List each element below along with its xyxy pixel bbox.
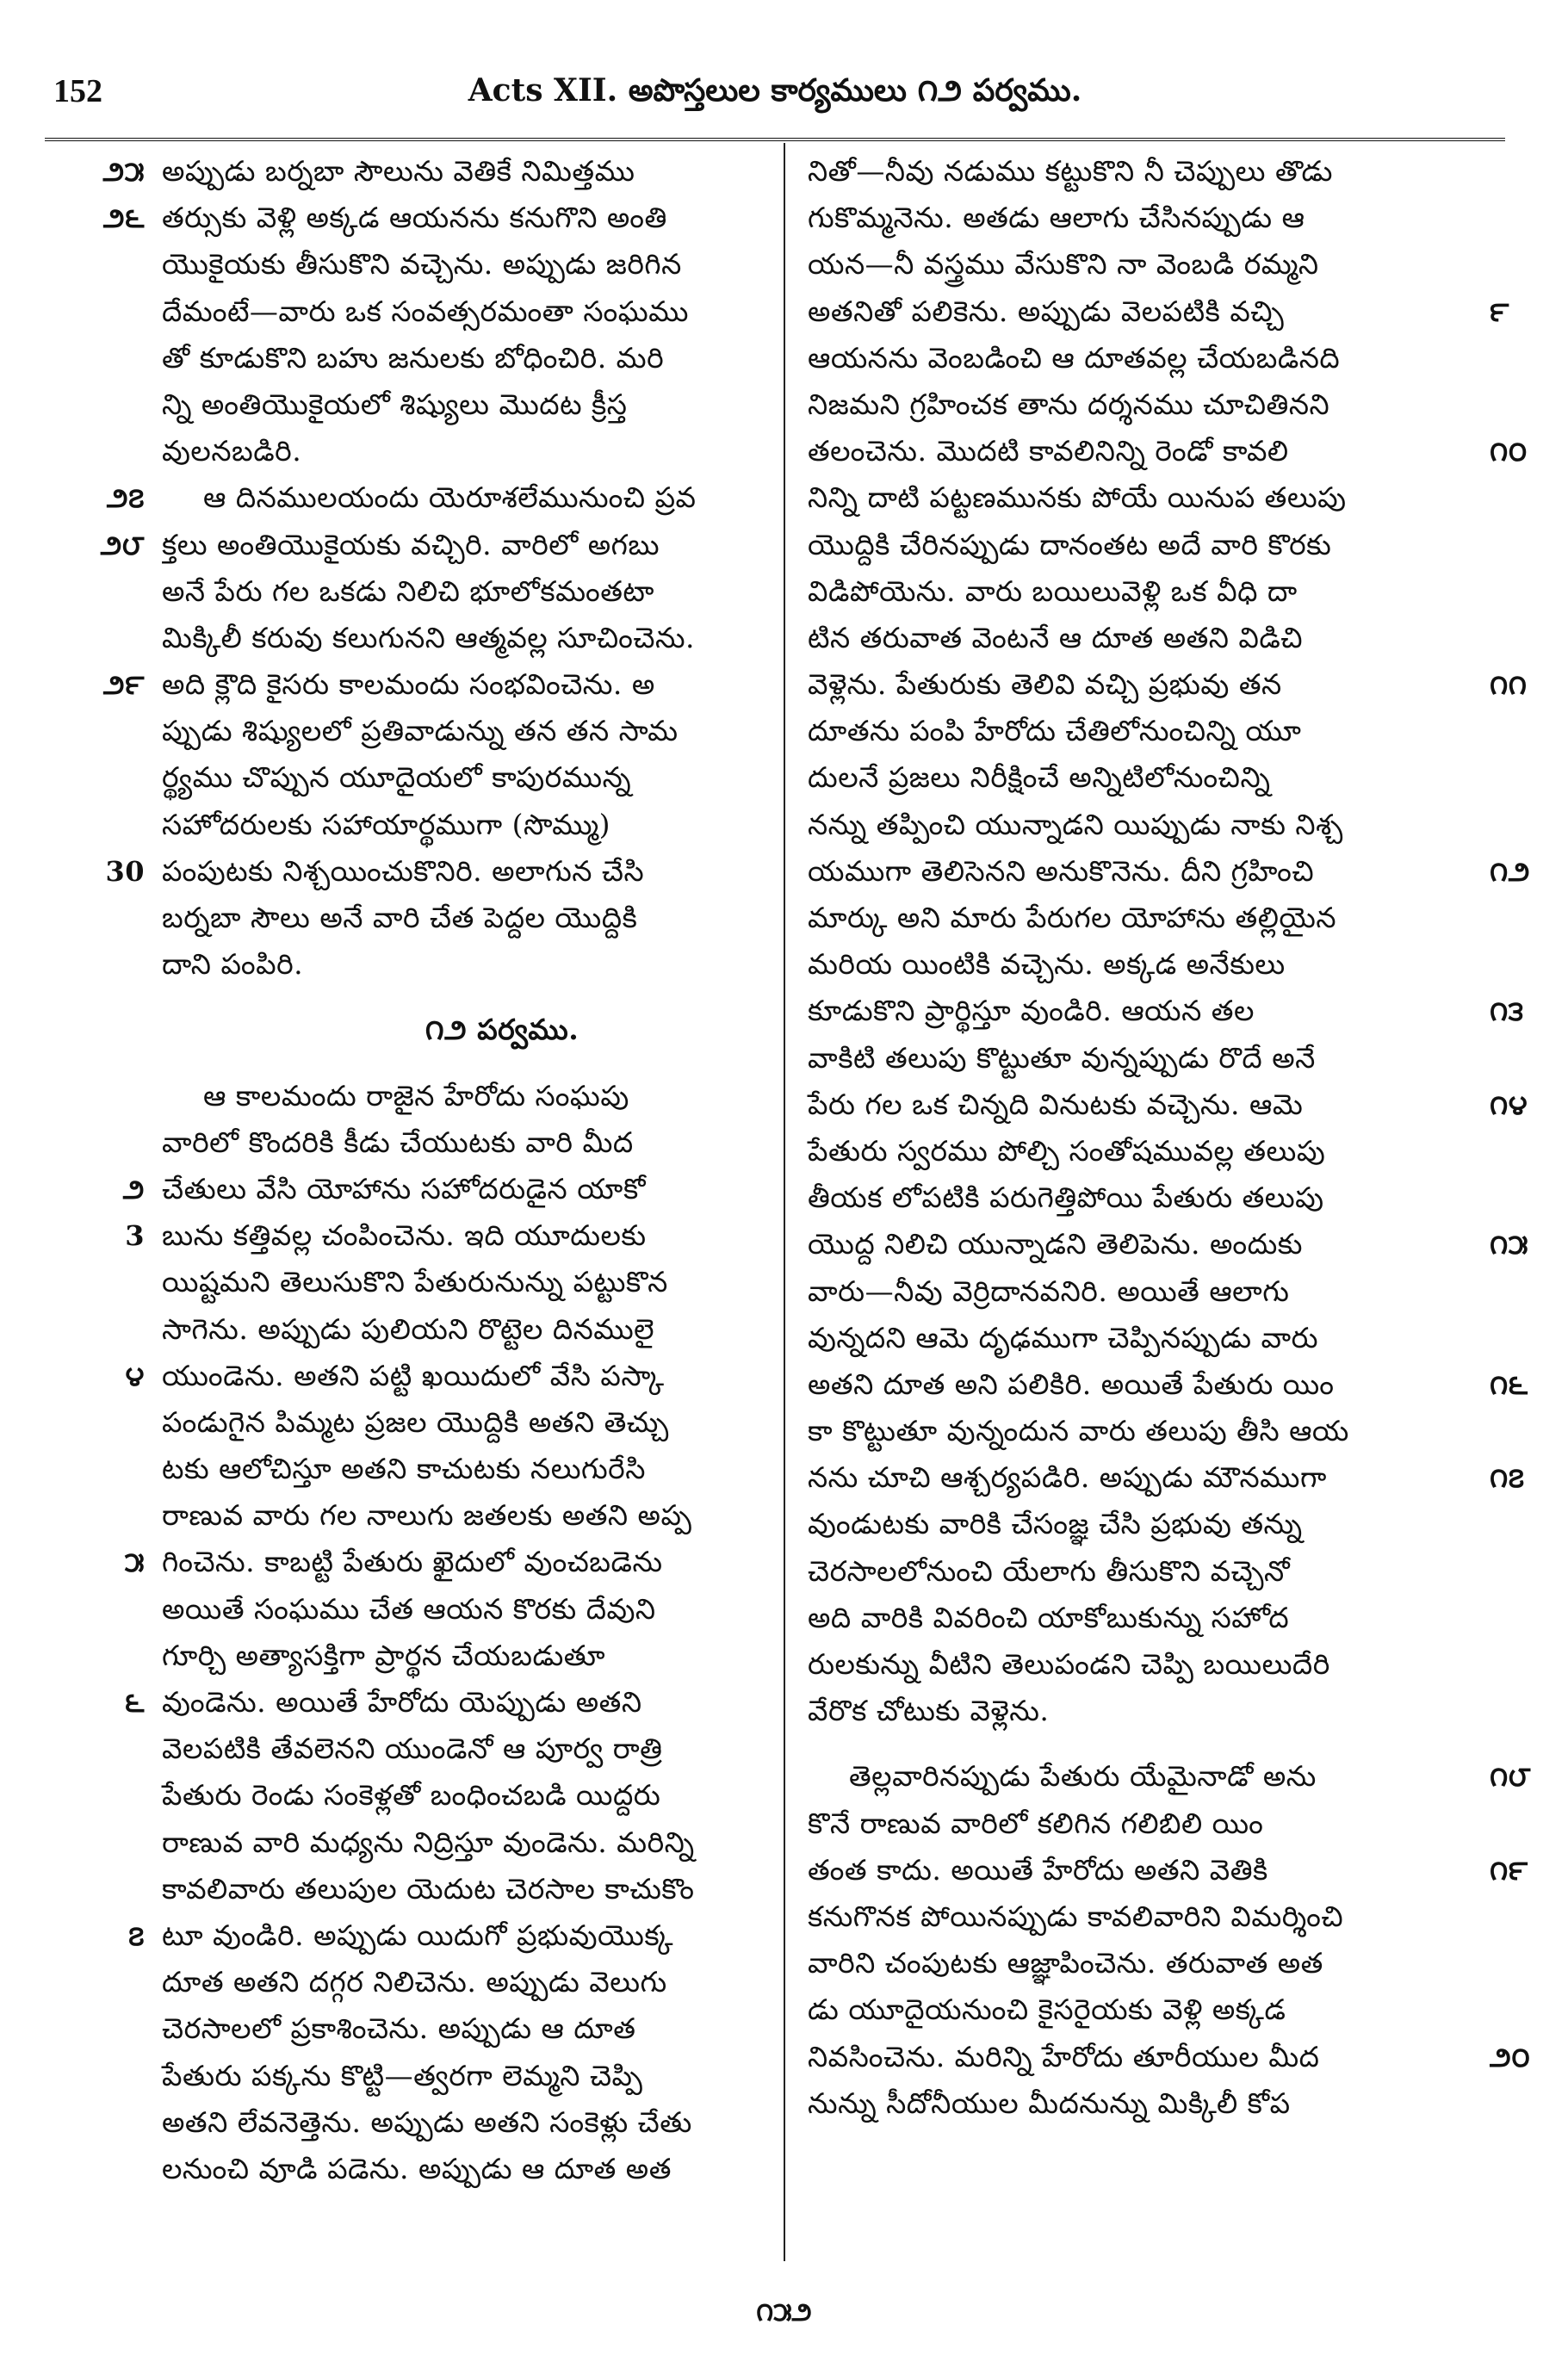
verse-number: ౧౪ bbox=[1490, 1088, 1528, 1121]
line-text: కూడుకొని ప్రార్థిస్తూ వుండిరి. ఆయన తల bbox=[808, 994, 1255, 1028]
text-line bbox=[808, 1986, 1479, 2033]
text-line bbox=[162, 708, 842, 754]
text-line bbox=[808, 381, 1479, 428]
text-line bbox=[162, 941, 842, 988]
text-line bbox=[162, 1772, 842, 1819]
line-text: నున్ను సీదోనీయుల మీదనున్ను మిక్కిలీ కోప bbox=[808, 2086, 1291, 2120]
text-line bbox=[162, 615, 842, 661]
verse-number: ౨౬ bbox=[102, 201, 145, 235]
line-text: అతనితో పలికెను. అప్పుడు వెలపటికి వచ్చి bbox=[808, 294, 1285, 328]
text-line bbox=[808, 568, 1479, 615]
verse-number: ౨౯ bbox=[102, 668, 145, 702]
header-rule bbox=[45, 138, 1505, 141]
text-line bbox=[808, 848, 1531, 895]
text-line bbox=[808, 195, 1479, 241]
line-text: అది క్లౌది కైసరు కాలమందు సంభవించెను. అ bbox=[162, 667, 655, 702]
left-column bbox=[100, 148, 842, 2284]
text-line bbox=[808, 615, 1479, 661]
line-text: వున్నదని ఆమె దృఢముగా చెప్పినప్పుడు వారు bbox=[808, 1320, 1319, 1354]
text-line bbox=[808, 988, 1524, 1034]
text-line bbox=[162, 1399, 842, 1446]
text-line bbox=[102, 195, 842, 241]
line-text: వుండుటకు వారికి చేసంజ్ఞ చేసి ప్రభువు తన్ను bbox=[808, 1507, 1303, 1541]
line-text: కావలివారు తలుపుల యెదుట చెరసాల కాచుకొం bbox=[162, 1871, 695, 1906]
verse-number: ౧౮ bbox=[1490, 1760, 1531, 1794]
line-text: అతని లేవనెత్తెను. అప్పుడు అతని సంకెళ్లు చేతు bbox=[162, 2104, 692, 2139]
verse-number: ౧౩ bbox=[1490, 995, 1524, 1028]
text-line bbox=[808, 522, 1479, 568]
line-text: తెల్లవారినప్పుడు పేతురు యేమైనాడో అను bbox=[849, 1759, 1317, 1794]
verse-number: 30 bbox=[105, 854, 145, 888]
text-line bbox=[162, 2053, 842, 2099]
line-text: నివసించెను. మరిన్ని హేరోదు తూరీయుల మీద bbox=[808, 2039, 1320, 2073]
text-line bbox=[162, 381, 842, 428]
text-line bbox=[808, 1595, 1479, 1641]
text-line bbox=[125, 1353, 842, 1399]
line-text: నను చూచి ఆశ్చర్యపడిరి. అప్పుడు మౌనముగా bbox=[808, 1460, 1327, 1495]
line-text: పంపుటకు నిశ్చయించుకొనిరి. అలాగున చేసి bbox=[162, 853, 645, 888]
line-text: ప్పుడు శిష్యులలో ప్రతివాడున్ను తన తన సామ bbox=[162, 714, 679, 748]
text-line bbox=[162, 2146, 842, 2192]
line-text: రాణువ వారి మధ్యను నిద్రిస్తూ వుండెను. మరిన్ని bbox=[162, 1825, 695, 1859]
page-header bbox=[45, 62, 1505, 139]
line-text: క్తలు అంతియొకైయకు వచ్చిరి. వారిలో అగబు bbox=[162, 527, 660, 561]
line-text: పేతురు రెండు సంకెళ్లతో బంధించబడి యిద్దరు bbox=[162, 1778, 661, 1813]
text-line bbox=[808, 1361, 1528, 1408]
text-line bbox=[808, 1753, 1531, 1800]
text-line bbox=[808, 754, 1479, 801]
line-text: ఆ కాలమందు రాజైన హేరోదు సంఘపు bbox=[203, 1078, 629, 1113]
text-line bbox=[808, 1268, 1479, 1315]
verse-number: ౨ bbox=[122, 1172, 145, 1205]
line-text: అప్పుడు బర్నబా సౌలును వెతికే నిమిత్తము bbox=[162, 154, 635, 188]
line-gap bbox=[162, 988, 842, 1007]
text-line bbox=[162, 1633, 842, 1679]
verse-number: ౯ bbox=[1490, 294, 1509, 328]
line-text: బర్నబా సౌలు అనే వారి చేత పెద్దల యొద్దికి bbox=[162, 901, 638, 934]
text-line bbox=[808, 708, 1479, 754]
line-gap bbox=[162, 1054, 842, 1073]
text-line bbox=[808, 1893, 1479, 1940]
text-line bbox=[125, 1679, 842, 1726]
line-text: యొకైయకు తీసుకొని వచ్చెను. అప్పుడు జరిగిన bbox=[162, 247, 682, 282]
text-line bbox=[162, 1446, 842, 1492]
line-text: తర్సుకు వెళ్లి అక్కడ ఆయనను కనుగొని అంతి bbox=[162, 201, 667, 235]
line-text: రులకున్ను వీటిని తెలుపండని చెప్పి బయిలుదేరి bbox=[808, 1647, 1330, 1681]
line-text: నిజమని గ్రహించక తాను దర్శనము చూచితినని bbox=[808, 387, 1330, 421]
line-text: మార్కు అని మారు పేరుగల యోహాను తల్లియైన bbox=[808, 901, 1337, 934]
line-text: కా కొట్టుతూ వున్నందున వారు తలుపు తీసి ఆయ bbox=[808, 1414, 1349, 1448]
line-text: రాణువ వారు గల నాలుగు జతలకు అతని అప్ప bbox=[162, 1498, 692, 1533]
text-line bbox=[162, 1119, 842, 1166]
line-text: దూత అతని దగ్గర నిలిచెను. అప్పుడు వెలుగు bbox=[162, 1965, 667, 1999]
line-text: పండుగైన పిమ్మట ప్రజల యొద్దికి అతని తెచ్చు bbox=[162, 1404, 669, 1439]
verse-number: ౧౬ bbox=[1490, 1367, 1528, 1401]
line-text: విడిపోయెను. వారు బయిలువెళ్లి ఒక వీధి దా bbox=[808, 573, 1298, 608]
text-line bbox=[808, 1688, 1479, 1734]
text-line bbox=[808, 428, 1528, 474]
text-line bbox=[162, 288, 842, 335]
line-text: బును కత్తివల్ల చంపించెను. ఇది యూదులకు bbox=[162, 1218, 647, 1253]
line-text: అది వారికి వివరించి యాకోబుకున్ను సహోద bbox=[808, 1600, 1290, 1634]
text-line bbox=[124, 1539, 842, 1585]
line-text: వారిలో కొందరికి కీడు చేయుటకు వారి మీద bbox=[162, 1125, 634, 1159]
line-text: చెరసాలలోనుంచి యేలాగు తీసుకొని వచ్చెనో bbox=[808, 1553, 1291, 1588]
verse-number: ౨౭ bbox=[106, 481, 145, 515]
line-text: ర్థ్యము చొప్పున యూదైయలో కాపురమున్న bbox=[162, 760, 632, 795]
text-line bbox=[162, 895, 842, 941]
right-column bbox=[808, 148, 1531, 2284]
verse-number: ౧౫ bbox=[1490, 1228, 1529, 1261]
line-text: టకు ఆలోచిస్తూ అతని కాచుటకు నలుగురేసి bbox=[162, 1452, 646, 1486]
text-line bbox=[162, 568, 842, 615]
text-line bbox=[808, 1847, 1528, 1893]
line-text: పేతురు స్వరము పోల్చి సంతోషమువల్ల తలుపు bbox=[808, 1133, 1326, 1168]
text-line bbox=[808, 1800, 1479, 1847]
line-text: ఆయనను వెంబడించి ఆ దూతవల్ల చేయబడినది bbox=[808, 340, 1341, 375]
line-gap bbox=[808, 1734, 1479, 1753]
text-line bbox=[808, 1940, 1479, 1986]
line-text: చేతులు వేసి యోహాను సహోదరుడైన యాకో bbox=[162, 1171, 646, 1205]
text-line bbox=[162, 1492, 842, 1539]
text-line bbox=[162, 1073, 842, 1119]
line-text: యముగా తెలిసెనని అనుకొనెను. దీని గ్రహించి bbox=[808, 853, 1315, 888]
verse-number: ౫ bbox=[124, 1546, 145, 1579]
line-text: టూ వుండిరి. అప్పుడు యిదుగో ప్రభువుయొక్క bbox=[162, 1918, 674, 1952]
text-line bbox=[162, 241, 842, 288]
line-text: ఆ దినములయందు యెరూశలేమునుంచి ప్రవ bbox=[203, 480, 697, 515]
line-text: దాని పంపిరి. bbox=[162, 947, 304, 982]
text-line bbox=[808, 661, 1528, 708]
text-line bbox=[808, 895, 1479, 941]
text-line bbox=[808, 941, 1479, 988]
verse-number: ౪ bbox=[125, 1359, 145, 1392]
verse-number: ౧౭ bbox=[1490, 1461, 1525, 1495]
text-line bbox=[162, 1259, 842, 1305]
line-text: గుకొమ్మనెను. అతడు ఆలాగు చేసినప్పుడు ఆ bbox=[808, 201, 1305, 235]
text-line bbox=[808, 2034, 1531, 2080]
line-text: డు యూదైయనుంచి కైసరైయకు వెళ్లి అక్కడ bbox=[808, 1993, 1286, 2027]
text-line bbox=[808, 474, 1479, 521]
line-text: నిన్ని దాటి పట్టణమునకు పోయే యినుప తలుపు bbox=[808, 480, 1347, 515]
page-number: 152 bbox=[53, 73, 102, 109]
running-title: Acts XII. అపొస్తలుల కార్యములు ౧౨ పర్వము. bbox=[468, 72, 1082, 108]
line-text: తలంచెను. మొదటి కావలినిన్ని రెండో కావలి bbox=[808, 434, 1289, 468]
line-text: నితో—నీవు నడుము కట్టుకొని నీ చెప్పులు తొడు bbox=[808, 154, 1333, 188]
text-line bbox=[808, 1128, 1479, 1175]
text-line bbox=[125, 1212, 842, 1259]
text-line bbox=[808, 335, 1479, 381]
text-line bbox=[106, 474, 842, 521]
text-line bbox=[808, 1035, 1479, 1082]
text-line bbox=[105, 848, 842, 895]
text-line bbox=[162, 2005, 842, 2052]
signature-mark: ౧౫౨ bbox=[756, 2297, 812, 2327]
line-text: చెరసాలలో ప్రకాశించెను. అప్పుడు ఆ దూత bbox=[162, 2011, 636, 2046]
line-text: గించెను. కాబట్టి పేతురు ఖైదులో వుంచబడెను bbox=[162, 1545, 663, 1579]
text-line bbox=[162, 1726, 842, 1772]
line-text: వాకిటి తలుపు కొట్టుతూ వున్నప్పుడు రొదే అనే bbox=[808, 1040, 1316, 1075]
text-line bbox=[808, 2080, 1479, 2127]
text-line bbox=[162, 1959, 842, 2005]
text-line bbox=[808, 1548, 1479, 1595]
line-text: వారిని చంపుటకు ఆజ్ఞాపించెను. తరువాత అత bbox=[808, 1946, 1323, 1980]
line-text: లనుంచి వూడి పడెను. అప్పుడు ఆ దూత అత bbox=[162, 2151, 672, 2185]
line-text: వెళ్లెను. పేతురుకు తెలివి వచ్చి ప్రభువు తన bbox=[808, 667, 1282, 702]
text-line bbox=[808, 802, 1479, 848]
text-line bbox=[808, 288, 1509, 335]
line-text: తంత కాదు. అయితే హేరోదు అతని వెతికి bbox=[808, 1852, 1268, 1887]
text-line bbox=[808, 241, 1479, 288]
text-line bbox=[162, 2099, 842, 2146]
text-line bbox=[808, 1408, 1479, 1454]
line-text: వారు—నీవు వెర్రిదానవనిరి. అయితే ఆలాగు bbox=[808, 1274, 1290, 1308]
line-text: పేతురు పక్కను కొట్టి—త్వరగా లెమ్మని చెప్పి bbox=[162, 2058, 643, 2092]
line-text: కనుగొనక పోయినప్పుడు కావలివారిని విమర్శించి bbox=[808, 1899, 1344, 1933]
line-text: మరియ యింటికి వచ్చెను. అక్కడ అనేకులు bbox=[808, 947, 1286, 982]
line-text: టిన తరువాత వెంటనే ఆ దూత అతని విడిచి bbox=[808, 620, 1304, 654]
line-text: వులనబడిరి. bbox=[162, 434, 302, 468]
verse-number: 3 bbox=[125, 1219, 145, 1253]
line-text: సాగెను. అప్పుడు పులియని రొట్టెల దినములై bbox=[162, 1311, 655, 1346]
line-text: దూతను పంపి హేరోదు చేతిలోనుంచిన్ని యూ bbox=[808, 714, 1302, 748]
text-line bbox=[162, 335, 842, 381]
line-text: నన్ను తప్పించి యున్నాడని యిప్పుడు నాకు నిశ్చ bbox=[808, 807, 1343, 841]
line-text: కొనే రాణువ వారిలో కలిగిన గలిబిలి యిం bbox=[808, 1806, 1264, 1840]
text-line bbox=[808, 148, 1479, 195]
text-line bbox=[162, 1586, 842, 1633]
text-line bbox=[162, 802, 842, 848]
text-line bbox=[102, 148, 842, 195]
text-line bbox=[808, 1175, 1479, 1221]
line-text: యన—నీ వస్త్రము వేసుకొని నా వెంబడి రమ్మని bbox=[808, 247, 1319, 282]
text-line bbox=[128, 1912, 842, 1959]
text-line bbox=[162, 1306, 842, 1353]
text-line bbox=[122, 1166, 842, 1212]
line-text: దేమంటే—వారు ఒక సంవత్సరమంతా సంఘము bbox=[162, 294, 689, 328]
text-line bbox=[162, 754, 842, 801]
verse-number: ౨౮ bbox=[100, 528, 145, 561]
verse-number: ౧౦ bbox=[1490, 435, 1528, 468]
line-text: యొద్దికి చేరినప్పుడు దానంతట అదే వారి కొరకు bbox=[808, 527, 1332, 561]
line-text: ౧౨ పర్వము. bbox=[425, 1013, 579, 1047]
line-text: యొద్ద నిలిచి యున్నాడని తెలిపెను. అందుకు bbox=[808, 1227, 1303, 1261]
text-line bbox=[808, 1315, 1479, 1361]
line-text: అయితే సంఘము చేత ఆయన కొరకు దేవుని bbox=[162, 1591, 656, 1626]
line-text: తీయక లోపటికి పరుగెత్తిపోయి పేతురు తలుపు bbox=[808, 1181, 1324, 1215]
line-text: వెలపటికి తేవలెనని యుండెనో ఆ పూర్వ రాత్రి bbox=[162, 1732, 663, 1766]
line-text: అనే పేరు గల ఒకడు నిలిచి భూలోకమంతటా bbox=[162, 573, 654, 608]
verse-number: ౨౫ bbox=[102, 155, 145, 188]
text-line bbox=[808, 1454, 1525, 1501]
verse-number: ౨౦ bbox=[1490, 2040, 1531, 2073]
verse-number: ౧౯ bbox=[1490, 1853, 1528, 1887]
line-text: వేరొక చోటుకు వెళ్లెను. bbox=[808, 1694, 1050, 1728]
line-text: పేరు గల ఒక చిన్నది వినుటకు వచ్చెను. ఆమె bbox=[808, 1087, 1304, 1121]
line-text: సహోదరులకు సహాయార్థముగా (సొమ్ము) bbox=[162, 807, 611, 841]
text-line bbox=[102, 661, 842, 708]
text-line bbox=[162, 1866, 842, 1912]
line-text: అతని దూత అని పలికిరి. అయితే పేతురు యిం bbox=[808, 1367, 1335, 1401]
line-text: న్ని అంతియొకైయలో శిష్యులు మొదట క్రీస్త bbox=[162, 387, 628, 421]
line-text: దులనే ప్రజలు నిరీక్షించే అన్నిటిలోనుంచిన్ని bbox=[808, 760, 1271, 795]
text-line bbox=[808, 1221, 1529, 1267]
line-text: వుండెను. అయితే హేరోదు యెప్పుడు అతని bbox=[162, 1685, 642, 1719]
text-line bbox=[808, 1641, 1479, 1688]
chapter-heading bbox=[162, 1007, 842, 1053]
text-line bbox=[808, 1082, 1528, 1128]
line-text: మిక్కిలీ కరువు కలుగునని ఆత్మవల్ల సూచించెను. bbox=[162, 620, 696, 654]
verse-number: ౬ bbox=[125, 1686, 145, 1719]
text-line bbox=[808, 1501, 1479, 1547]
text-line bbox=[100, 522, 842, 568]
line-text: యుండెను. అతని పట్టి ఖయిదులో వేసి పస్కా bbox=[162, 1358, 665, 1392]
verse-number: ౧౨ bbox=[1490, 854, 1531, 888]
verse-number: ౭ bbox=[128, 1918, 145, 1952]
text-line bbox=[162, 428, 842, 474]
text-line bbox=[162, 1819, 842, 1866]
line-text: యిష్టమని తెలుసుకొని పేతురునున్ను పట్టుకొన bbox=[162, 1265, 668, 1299]
verse-number: ౧౧ bbox=[1490, 668, 1528, 702]
line-text: గూర్చి అత్యాసక్తిగా ప్రార్థన చేయబడుతూ bbox=[162, 1638, 606, 1672]
line-text: తో కూడుకొని బహు జనులకు బోధించిరి. మరి bbox=[162, 340, 665, 375]
